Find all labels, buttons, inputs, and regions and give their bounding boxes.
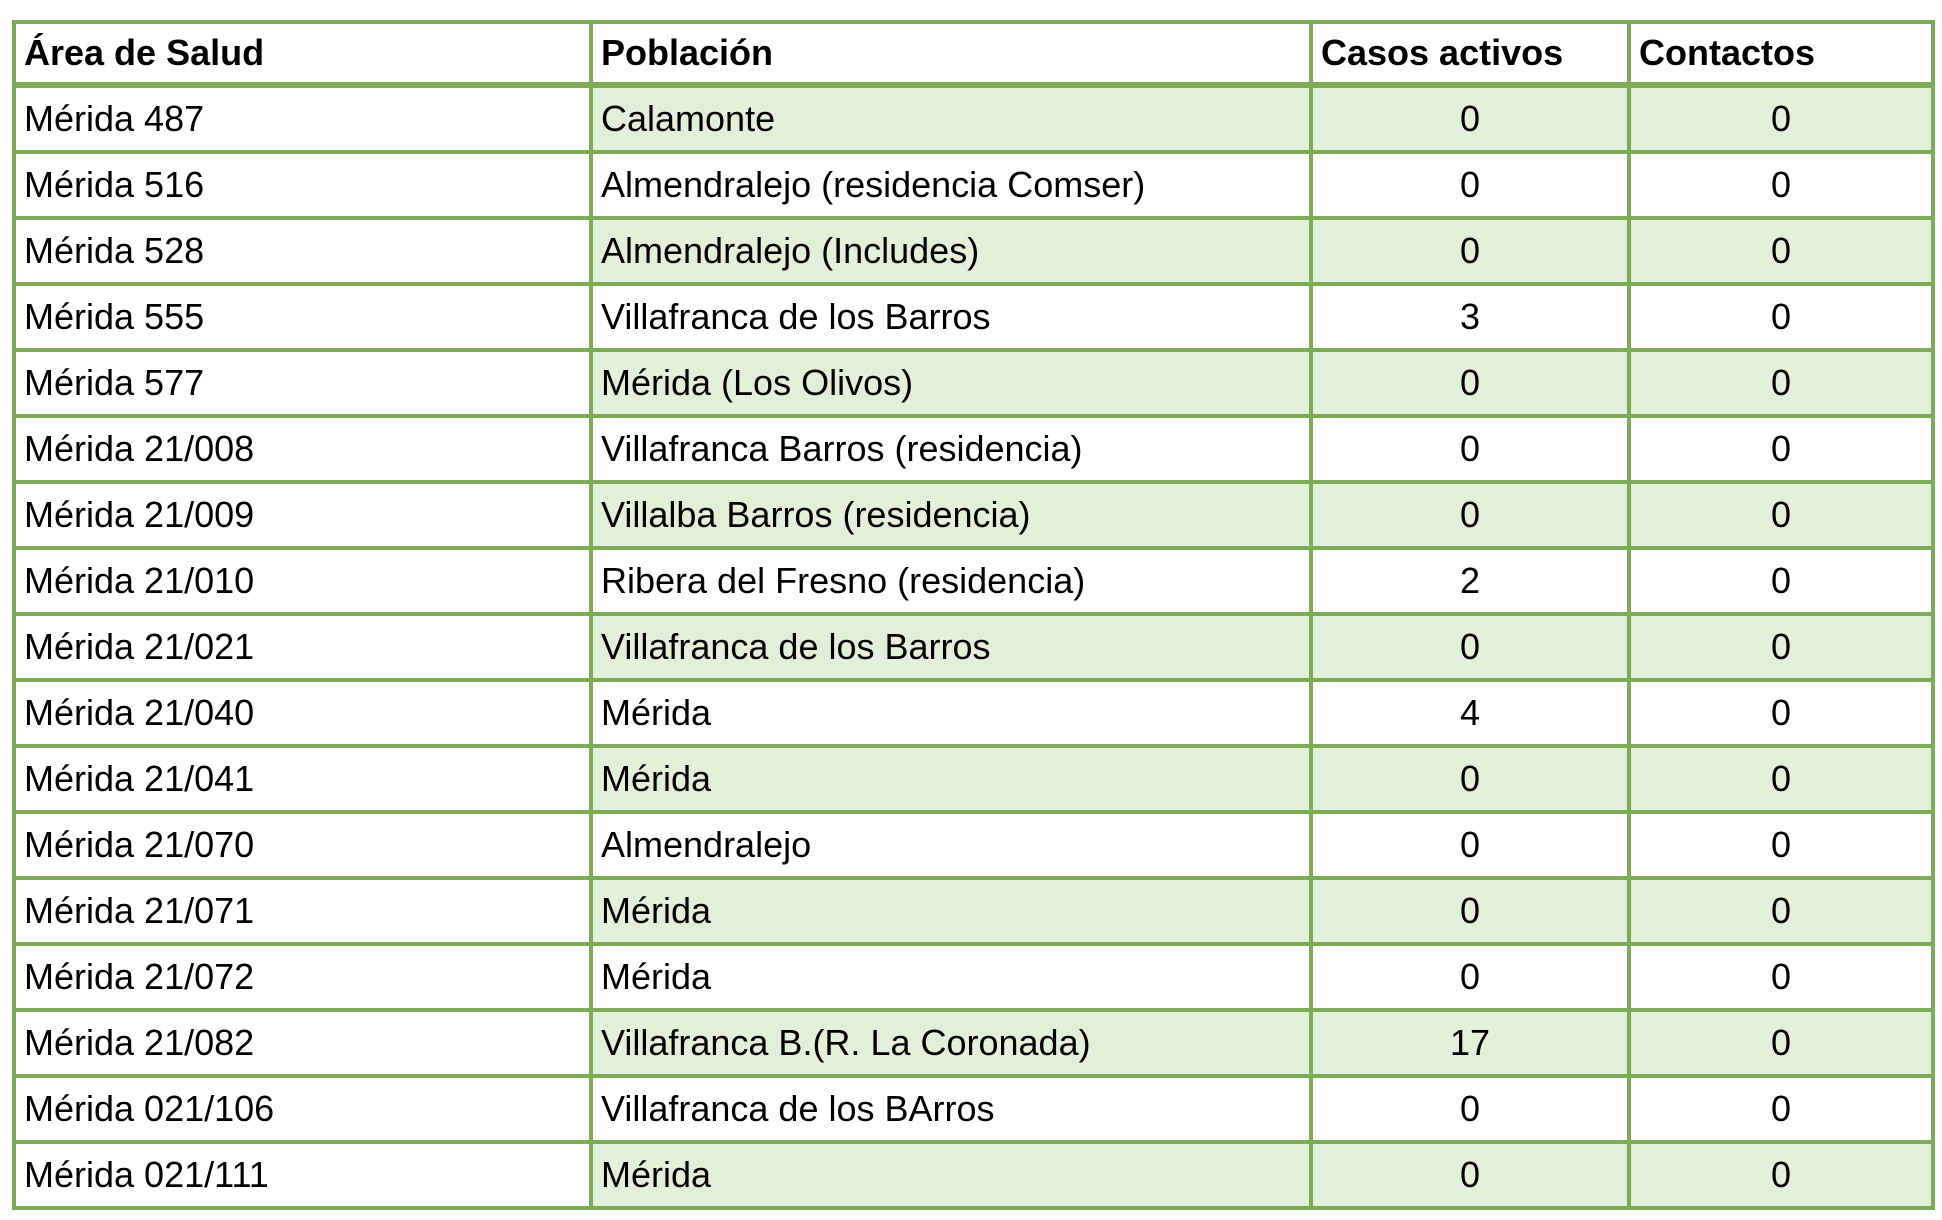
table-row — [14, 85, 1933, 152]
cell-contactos: 0 — [1629, 152, 1933, 218]
cell-poblacion: Mérida — [591, 680, 1311, 746]
cell-casos-activos: 3 — [1311, 284, 1629, 350]
cell-area-de-salud: Mérida 577 — [14, 350, 591, 416]
cell-contactos: 0 — [1629, 85, 1933, 152]
cell-area-de-salud: Mérida 021/106 — [14, 1076, 591, 1142]
cell-casos-activos: 0 — [1311, 614, 1629, 680]
cell-area-de-salud: Mérida 21/070 — [14, 812, 591, 878]
table-row — [14, 1010, 1933, 1076]
cell-contactos: 0 — [1629, 284, 1933, 350]
cell-poblacion: Mérida (Los Olivos) — [591, 350, 1311, 416]
cell-casos-activos: 0 — [1311, 878, 1629, 944]
header-poblacion: Población — [591, 22, 1311, 85]
cell-casos-activos: 0 — [1311, 1142, 1629, 1208]
cell-poblacion: Villafranca Barros (residencia) — [591, 416, 1311, 482]
table-row — [14, 944, 1933, 1010]
table-row — [14, 812, 1933, 878]
cell-poblacion: Villafranca B.(R. La Coronada) — [591, 1010, 1311, 1076]
cell-area-de-salud: Mérida 21/021 — [14, 614, 591, 680]
cell-poblacion: Villafranca de los BArros — [591, 1076, 1311, 1142]
cell-poblacion: Calamonte — [591, 85, 1311, 152]
cell-contactos: 0 — [1629, 218, 1933, 284]
cell-area-de-salud: Mérida 516 — [14, 152, 591, 218]
health-area-table — [12, 20, 1935, 1210]
cell-area-de-salud: Mérida 21/040 — [14, 680, 591, 746]
table-row — [14, 1142, 1933, 1208]
cell-poblacion: Villafranca de los Barros — [591, 614, 1311, 680]
cell-poblacion: Mérida — [591, 1142, 1311, 1208]
cell-contactos: 0 — [1629, 350, 1933, 416]
cell-area-de-salud: Mérida 21/041 — [14, 746, 591, 812]
table-row — [14, 218, 1933, 284]
cell-casos-activos: 2 — [1311, 548, 1629, 614]
table-row — [14, 878, 1933, 944]
table-row — [14, 152, 1933, 218]
cell-contactos: 0 — [1629, 482, 1933, 548]
cell-area-de-salud: Mérida 487 — [14, 85, 591, 152]
cell-area-de-salud: Mérida 21/009 — [14, 482, 591, 548]
table-row — [14, 284, 1933, 350]
header-casos-activos: Casos activos — [1311, 22, 1629, 85]
cell-contactos: 0 — [1629, 944, 1933, 1010]
cell-casos-activos: 0 — [1311, 416, 1629, 482]
cell-area-de-salud: Mérida 528 — [14, 218, 591, 284]
spreadsheet-table-container — [12, 20, 1931, 1215]
cell-poblacion: Almendralejo — [591, 812, 1311, 878]
cell-poblacion: Mérida — [591, 944, 1311, 1010]
cell-poblacion: Almendralejo (Includes) — [591, 218, 1311, 284]
cell-casos-activos: 0 — [1311, 746, 1629, 812]
cell-area-de-salud: Mérida 555 — [14, 284, 591, 350]
table-row — [14, 1076, 1933, 1142]
cell-area-de-salud: Mérida 21/072 — [14, 944, 591, 1010]
header-area-de-salud: Área de Salud — [14, 22, 591, 85]
table-row — [14, 680, 1933, 746]
cell-casos-activos: 0 — [1311, 152, 1629, 218]
cell-contactos: 0 — [1629, 1142, 1933, 1208]
cell-area-de-salud: Mérida 21/082 — [14, 1010, 591, 1076]
cell-area-de-salud: Mérida 21/071 — [14, 878, 591, 944]
cell-contactos: 0 — [1629, 614, 1933, 680]
cell-casos-activos: 0 — [1311, 85, 1629, 152]
cell-poblacion: Ribera del Fresno (residencia) — [591, 548, 1311, 614]
table-row — [14, 350, 1933, 416]
cell-casos-activos: 17 — [1311, 1010, 1629, 1076]
cell-area-de-salud: Mérida 21/010 — [14, 548, 591, 614]
table-row — [14, 416, 1933, 482]
cell-contactos: 0 — [1629, 1076, 1933, 1142]
table-row — [14, 548, 1933, 614]
cell-poblacion: Villafranca de los Barros — [591, 284, 1311, 350]
cell-contactos: 0 — [1629, 878, 1933, 944]
cell-contactos: 0 — [1629, 812, 1933, 878]
cell-contactos: 0 — [1629, 746, 1933, 812]
cell-casos-activos: 0 — [1311, 350, 1629, 416]
table-body — [14, 85, 1933, 1208]
cell-casos-activos: 4 — [1311, 680, 1629, 746]
cell-poblacion: Mérida — [591, 878, 1311, 944]
cell-casos-activos: 0 — [1311, 1076, 1629, 1142]
header-contactos: Contactos — [1629, 22, 1933, 85]
cell-area-de-salud: Mérida 021/111 — [14, 1142, 591, 1208]
table-row — [14, 482, 1933, 548]
cell-contactos: 0 — [1629, 1010, 1933, 1076]
cell-casos-activos: 0 — [1311, 944, 1629, 1010]
cell-contactos: 0 — [1629, 680, 1933, 746]
table-row — [14, 746, 1933, 812]
cell-poblacion: Villalba Barros (residencia) — [591, 482, 1311, 548]
cell-casos-activos: 0 — [1311, 218, 1629, 284]
cell-poblacion: Mérida — [591, 746, 1311, 812]
cell-contactos: 0 — [1629, 548, 1933, 614]
cell-casos-activos: 0 — [1311, 812, 1629, 878]
cell-contactos: 0 — [1629, 416, 1933, 482]
cell-area-de-salud: Mérida 21/008 — [14, 416, 591, 482]
table-row — [14, 614, 1933, 680]
cell-casos-activos: 0 — [1311, 482, 1629, 548]
table-header-row — [14, 22, 1933, 85]
cell-poblacion: Almendralejo (residencia Comser) — [591, 152, 1311, 218]
